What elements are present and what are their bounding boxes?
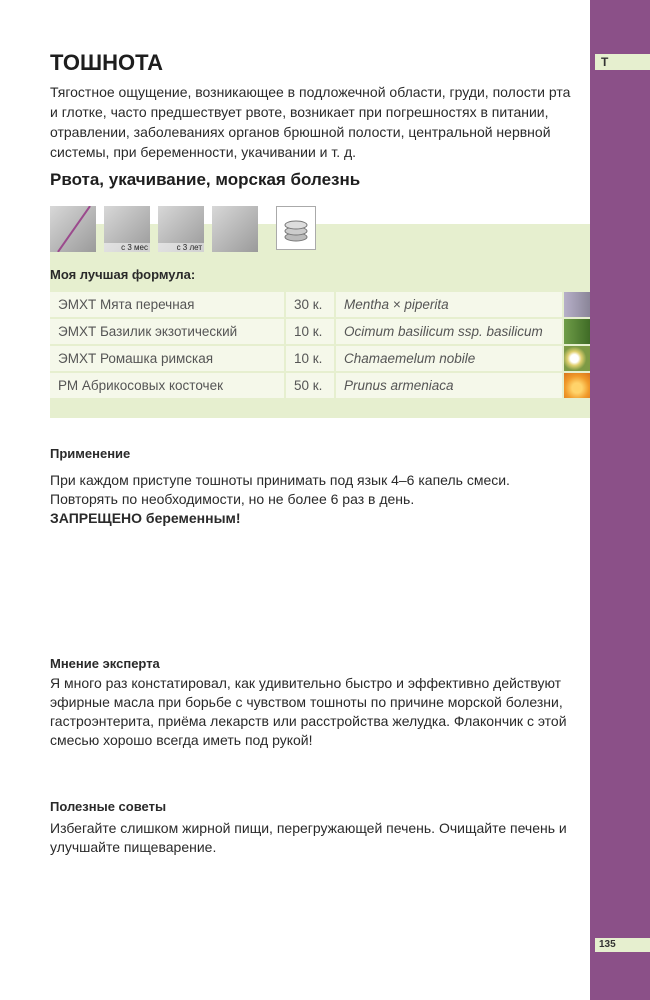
formula-table	[50, 292, 590, 400]
ingredient-name: ЭМХТ Базилик экзотический	[50, 319, 284, 344]
ingredient-latin: Prunus armeniaca	[336, 373, 562, 398]
table-row	[50, 373, 590, 398]
chamomile-photo	[564, 346, 590, 371]
usage-instructions: При каждом приступе тошноты принимать под язык 4–6 капель смеси. Повторять по необходимости, но не более 6 раз в день.	[50, 472, 510, 507]
usage-text	[50, 471, 580, 528]
mint-photo	[564, 292, 590, 317]
table-row	[50, 292, 590, 317]
ingredient-name: РМ Абрикосовых косточек	[50, 373, 284, 398]
coins-icon	[276, 206, 316, 250]
ingredient-latin: Chamaemelum nobile	[336, 346, 562, 371]
tips-text: Избегайте слишком жирной пищи, перегружающей печень. Очищайте печень и улучшайте пищеварение.	[50, 820, 567, 855]
ingredient-name: ЭМХТ Мята перечная	[50, 292, 284, 317]
ingredient-qty: 50 к.	[286, 373, 334, 398]
baby-icon	[104, 206, 150, 252]
sidebar	[590, 0, 650, 1000]
intro-text: Тягостное ощущение, возникающее в подложечной области, груди, полости рта и глотке, часто предшествует рвоте, возникает при погрешностях в питании, отравлении, заболеваниях органов брюшной полости, центральной нервной системы, при беременности, укачивании и т. д.	[50, 84, 571, 160]
formula-label: Моя лучшая формула:	[50, 267, 196, 282]
basil-photo	[564, 319, 590, 344]
strike-line	[57, 206, 91, 252]
ingredient-qty: 10 к.	[286, 319, 334, 344]
ingredient-latin: Ocimum basilicum ssp. basilicum	[336, 319, 562, 344]
ingredient-name: ЭМХТ Ромашка римская	[50, 346, 284, 371]
ingredient-qty: 30 к.	[286, 292, 334, 317]
subtitle: Рвота, укачивание, морская болезнь	[50, 170, 361, 189]
table-row	[50, 346, 590, 371]
expert-text: Я много раз констатировал, как удивительно быстро и эффективно действуют эфирные масла при борьбе с чувством тошноты по причине морской болезни, гастроэнтерита, приёма лекарств или расстройства желудка. Флакончик с этой смесью хорошо всегда иметь под рукой!	[50, 675, 567, 748]
tips-heading: Полезные советы	[50, 799, 167, 814]
massage-icon	[212, 206, 258, 252]
apricot-photo	[564, 373, 590, 398]
icon-row	[50, 206, 316, 252]
child-icon	[158, 206, 204, 252]
icon-caption: с 3 мес	[104, 243, 150, 252]
page-title: ТОШНОТА	[50, 50, 164, 75]
table-row	[50, 319, 590, 344]
page-number: 135	[595, 938, 650, 952]
icon-caption: с 3 лет	[158, 243, 204, 252]
section-letter-tab: Т	[595, 54, 650, 70]
ingredient-qty: 10 к.	[286, 346, 334, 371]
expert-heading: Мнение эксперта	[50, 656, 160, 671]
coins-svg	[277, 207, 315, 249]
no-pregnancy-icon	[50, 206, 96, 252]
usage-heading: Применение	[50, 446, 131, 461]
ingredient-latin: Mentha × piperita	[336, 292, 562, 317]
usage-warning: ЗАПРЕЩЕНО беременным!	[50, 510, 241, 526]
